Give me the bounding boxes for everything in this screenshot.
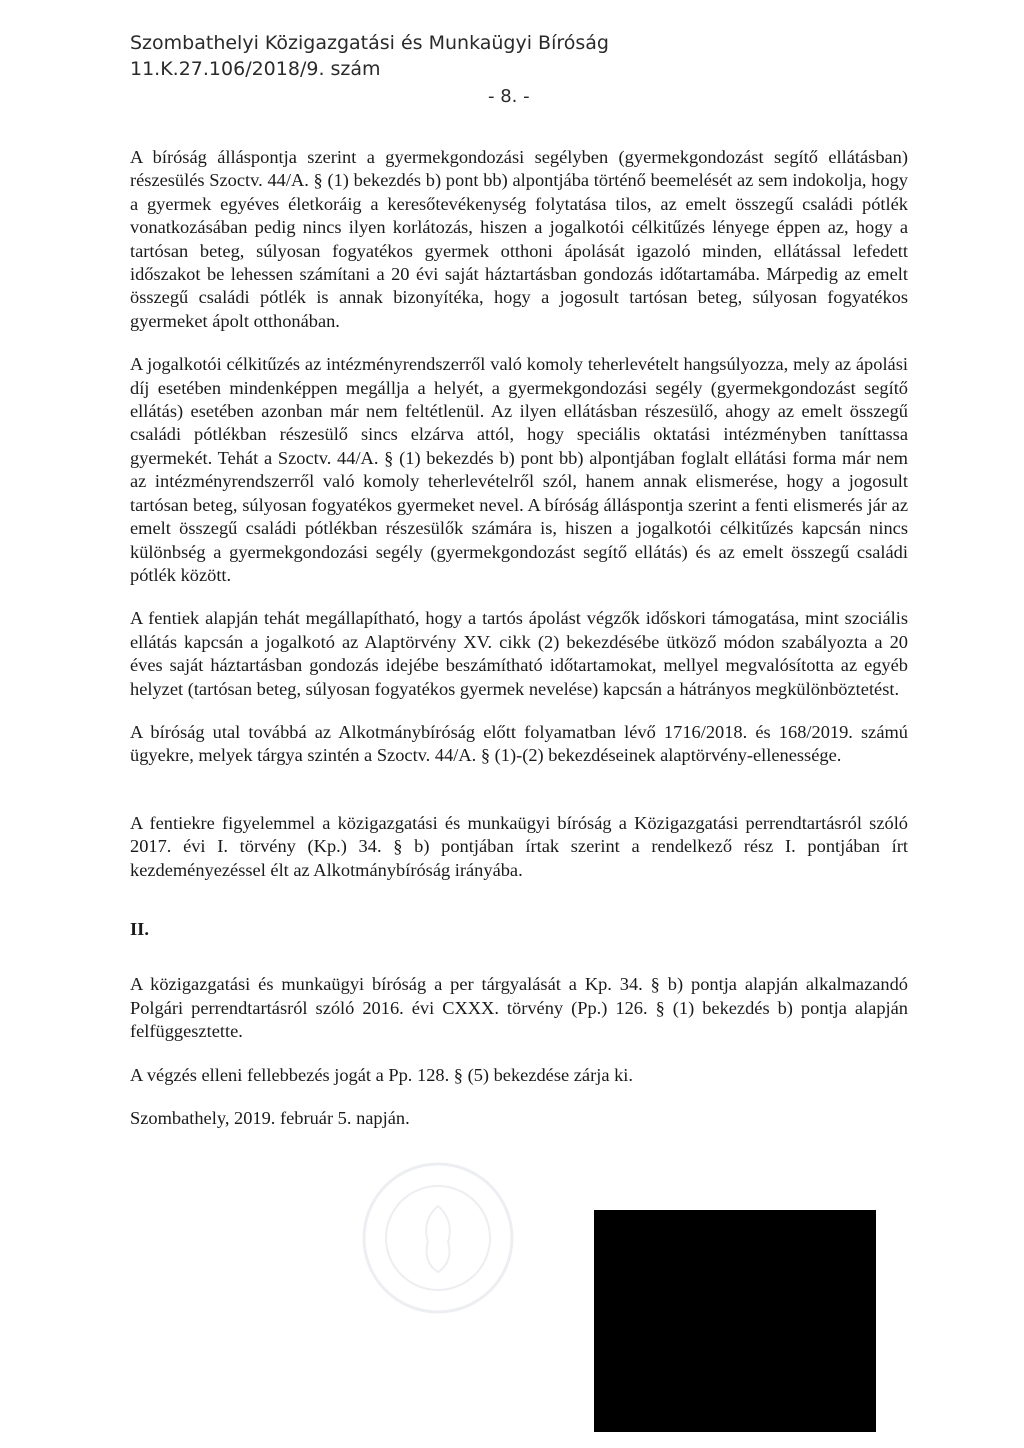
court-name: Szombathelyi Közigazgatási és Munkaügyi Bíróság	[130, 32, 609, 54]
paragraph-3: A fentiek alapján tehát megállapítható, hogy a tartós ápolást végzők időskori támogatása, mint szociális ellátás kapcsán a jogalkotó az Alaptörvény XV. cikk (2) bekezdésébe ütköző módon szabályozta a 20 éves saját háztartásban gondozás idejébe beszámítható időtartamokat, mellyel megvalósította az egyéb helyzet (tartósan beteg, súlyosan fogyatékos gyermek nevelése) kapcsán a hátrányos megkülönböztetést.	[130, 608, 908, 699]
page-number: - 8. -	[488, 86, 530, 107]
case-number: 11.K.27.106/2018/9. szám	[130, 58, 381, 80]
section-paragraph-1: A közigazgatási és munkaügyi bíróság a per tárgyalását a Kp. 34. § b) pontja alapján alkalmazandó Polgári perrendtartásról szóló 2016. évi CXXX. törvény (Pp.) 126. § (1) bekezdés b) pontja alapján felfüggesztette.	[130, 974, 908, 1042]
section-heading: II.	[130, 918, 149, 939]
paragraph-5: A fentiekre figyelemmel a közigazgatási és munkaügyi bíróság a Közigazgatási perrendtartásról szóló 2017. évi I. törvény (Kp.) 34. § b) pontjában írtak szerint a rendelkező rész I. pontjában írt kezdeményezéssel élt az Alkotmánybíróság irányába.	[130, 812, 908, 880]
redacted-signature-block	[594, 1210, 876, 1432]
paragraph-2: A jogalkotói célkitűzés az intézményrendszerről való komoly teherlevételt hangsúlyozza, mely az ápolási díj esetében mindenképpen megállja a helyét, a gyermekgondozási segély (gyermekgondozást segítő ellátás) esetében azonban már nem feltétlenül. Az ilyen ellátásban részesülő, ahogy az emelt összegű családi pótlékban részesülő sincs elzárva attól, hogy speciális oktatási intézményben taníttassa gyermekét. Tehát a Szoctv. 44/A. § (1) bekezdés b) pont bb) alpontjában foglalt ellátási forma már nem az intézményrendszerről való komoly teherlevételről szól, hanem annak elismerése, hogy a jogosult tartósan beteg, súlyosan fogyatékos gyermeket nevel. A bíróság álláspontja szerint a fenti elismerés jár az emelt összegű családi pótlékban részesülők számára is, hiszen a jogalkotói célkitűzés kapcsán nincs különbség a gyermekgondozási segély (gyermekgondozást segítő ellátás) és az emelt összegű családi pótlék között.	[130, 354, 908, 585]
paragraph-4: A bíróság utal továbbá az Alkotmánybíróság előtt folyamatban lévő 1716/2018. és 168/2019. számú ügyekre, melyek tárgya szintén a Szoctv. 44/A. § (1)-(2) bekezdéseinek alaptörvény-ellenessége.	[130, 721, 908, 766]
section-paragraph-2: A végzés elleni fellebbezés jogát a Pp. 128. § (5) bekezdése zárja ki.	[130, 1064, 633, 1085]
document-body	[130, 146, 908, 1150]
document-header	[130, 30, 609, 82]
date-line: Szombathely, 2019. február 5. napján.	[130, 1108, 410, 1128]
paragraph-1: A bíróság álláspontja szerint a gyermekgondozási segélyben (gyermekgondozást segítő ellátásban) részesülés Szoctv. 44/A. § (1) bekezdés b) pont bb) alpontjába történő beemelését az sem indokolja, hogy a gyermek egyéves életkoráig a keresőtevékenység folytatása tilos, az emelt összegű családi pótlék vonatkozásában pedig nincs ilyen korlátozás, hiszen a jogalkotói célkitűzés lényege éppen az, hogy a tartósan beteg, súlyosan fogyatékos gyermek otthoni ápolását igazoló minden, ellátással lefedett időszakot be lehessen számítani a 20 évi saját háztartásban gondozás időtartamába. Márpedig az emelt összegű családi pótlék is annak bizonyítéka, hogy a jogosult tartósan beteg, súlyosan fogyatékos gyermeket ápolt otthonában.	[130, 147, 908, 331]
court-seal-stamp	[358, 1158, 518, 1318]
